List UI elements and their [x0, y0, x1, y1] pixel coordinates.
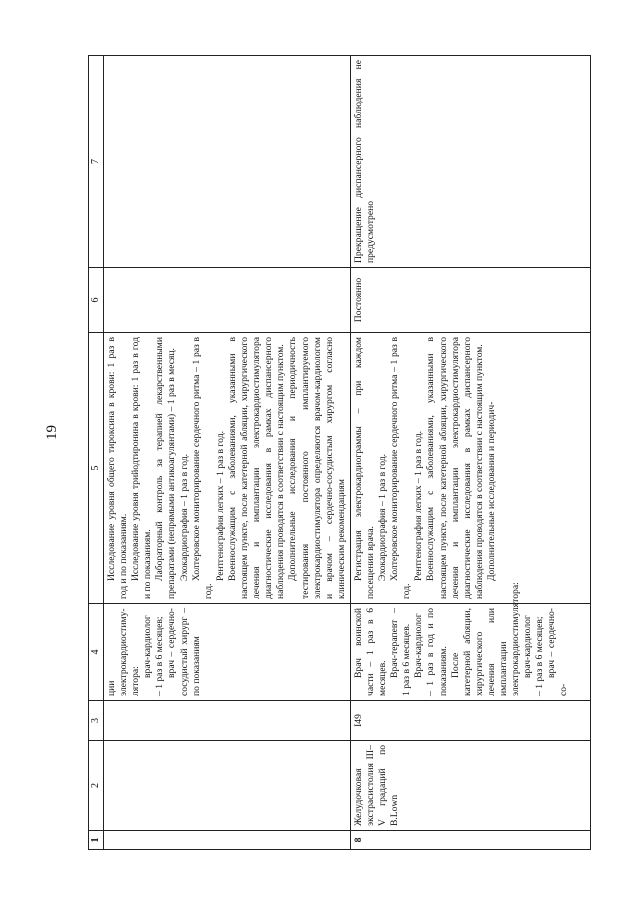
cell-specialists — [350, 582, 590, 701]
cell-diagnosis: Желудочковая экстрасистолия III–V градаций по B.Lown — [350, 741, 590, 831]
text-line: Дополнительные исследования и периодич- — [485, 401, 497, 581]
column-number-5: 5 — [89, 333, 104, 604]
text-line: Военнослужащим с заболеваниями, указанными в настоящем пункте, после катетерной абляции, хирургического лечения и имплантации электрокардиостимулятора диагностические исследования в рамках диспансерного наблюдения проводятся в соответствии с настоящим пунктом. — [226, 337, 287, 599]
text-line: Врач-кардиолог – 1 раз в год и по показаниям. — [413, 608, 449, 696]
page-number: 19 — [44, 425, 60, 440]
column-number-4: 4 — [89, 604, 104, 701]
column-number-1: 1 — [89, 831, 104, 850]
text-line: врач – сердечно-сосудистый хирург – по показаниям — [166, 608, 202, 696]
cell-empty-1 — [104, 831, 351, 850]
text-line: Исследование уровня трийодтиронина в крови: 1 раз в год и по показаниям. — [130, 337, 154, 599]
column-number-row — [89, 56, 104, 850]
cell-examinations — [350, 333, 590, 604]
column-number-6: 6 — [89, 268, 104, 333]
column-number-3: 3 — [89, 701, 104, 741]
text-line: Врач воинской части – 1 раз в 6 месяцев. — [352, 608, 389, 696]
text-line: врач-кардиолог – 1 раз в 6 месяцев; — [522, 615, 546, 696]
text-line: Регистрация электрокардиограммы – при каждом посещении врача. — [352, 337, 376, 599]
cell-empty-2 — [104, 741, 351, 831]
text-line: Рентгенография легких – 1 раз в год. — [413, 431, 425, 581]
text-line: Военнослужащим с заболеваниями, указанными в настоящем пункте, после катетерной абляции, хирургического лечения и имплантации электрокардиостимулятора диагностические исследования в рамках диспансерного наблюдения проводятся в соответствии с настоящим пунктом. — [425, 337, 485, 599]
cell-duration: Постоянно — [350, 268, 590, 333]
rotated-table-wrapper — [88, 55, 588, 850]
cell-empty-6 — [104, 268, 351, 333]
cell-specialists-continued — [104, 604, 351, 701]
text-line: врач – сердечно-со- — [546, 608, 570, 696]
cell-icd-code: I49 — [350, 701, 590, 741]
text-line: После катетерной абляции, хирургического лечения или имплантации электрокардиостимулятора: — [449, 582, 522, 696]
cell-termination: Прекращение диспансерного наблюдения не предусмотрено — [350, 56, 590, 268]
text-line: Лабораторный контроль за терапией лекарственными препаратами (непрямыми антикоагулянтами) – 1 раз в месяц. — [154, 337, 178, 599]
text-line: Исследование уровня общего тироксина в крови: 1 раз в год и по показаниям. — [106, 337, 130, 599]
cell-examinations-continued — [104, 333, 351, 604]
cell-empty-7 — [104, 56, 351, 268]
row-number: 8 — [350, 831, 590, 850]
text-line: лятора: — [130, 666, 142, 696]
table-row-8 — [350, 56, 590, 850]
cell-empty-3 — [104, 701, 351, 741]
text-line: Холтеровское мониторирование сердечного ритма – 1 раз в год. — [190, 337, 214, 599]
text-line: Эхокардиография – 1 раз в год. — [377, 453, 389, 581]
dispensary-table — [88, 55, 591, 850]
text-line: Рентгенография легких – 1 раз в год. — [214, 431, 226, 581]
text-line: ции электрокардиостиму- — [106, 608, 130, 696]
text-line: Дополнительные исследования и периодичность тестирования постоянного имплантируемого электрокардиостимулятора определяются врачом-кардиологом и врачом – сердечно-сосудистым хирургом согласно клиническим рекомендациям — [287, 337, 347, 599]
text-line: Эхокардиография – 1 раз в год. — [178, 453, 190, 581]
text-line: Врач-терапевт – 1 раз в 6 месяцев. — [389, 608, 413, 696]
text-line: врач-кардиолог – 1 раз в 6 месяцев; — [142, 615, 166, 696]
column-number-2: 2 — [89, 741, 104, 831]
column-number-7: 7 — [89, 56, 104, 268]
table-row-continued — [104, 56, 351, 850]
text-line: Холтеровское мониторирование сердечного ритма – 1 раз в год. — [389, 337, 413, 599]
